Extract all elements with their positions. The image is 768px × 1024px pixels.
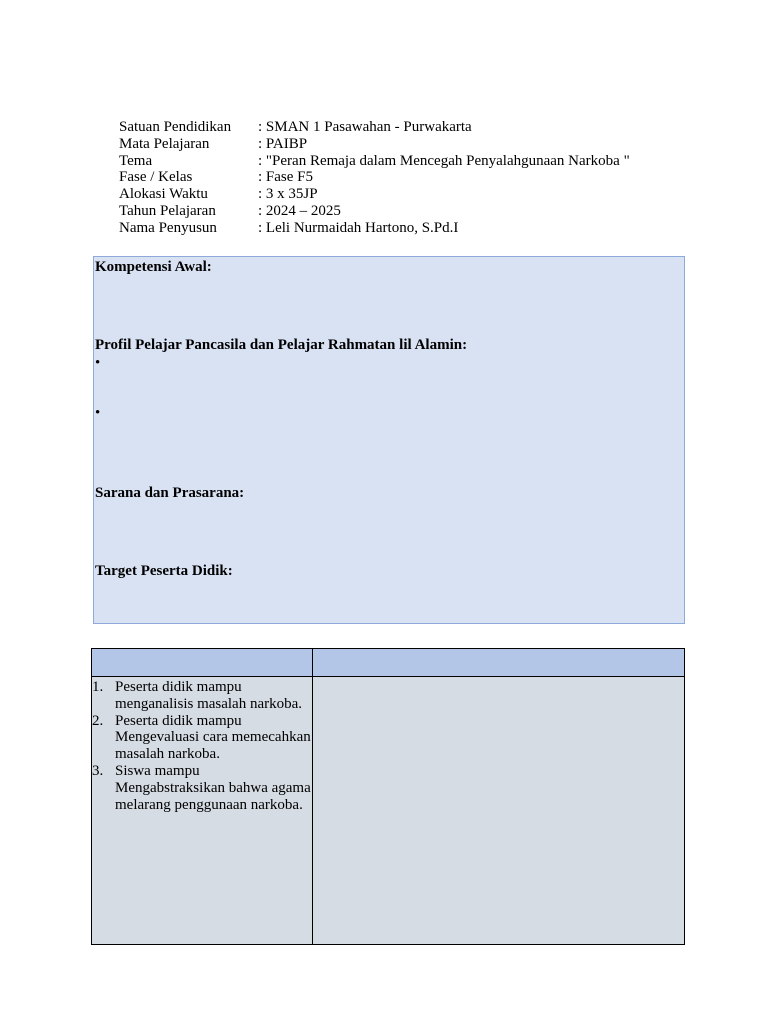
identity-row (119, 119, 630, 136)
identity-value: : Leli Nurmaidah Hartono, S.Pd.I (258, 219, 459, 236)
list-item-text: Peserta didik mampu Mengevaluasi cara memecahkan masalah narkoba. (115, 712, 311, 763)
identity-value: : Fase F5 (258, 169, 314, 186)
list-item-text: Peserta didik mampu menganalisis masalah narkoba. (115, 679, 303, 712)
column-divider (312, 649, 313, 944)
identity-value: : SMAN 1 Pasawahan - Purwakarta (258, 119, 472, 135)
bullet-point: • (95, 355, 101, 371)
identity-row (119, 136, 630, 153)
identity-row (119, 169, 630, 186)
identity-row (119, 203, 630, 220)
identity-value: : PAIBP (258, 135, 308, 152)
identity-label: Mata Pelajaran (119, 135, 210, 152)
identity-label: Tema (119, 152, 153, 169)
list-number: 2. (92, 712, 104, 729)
objectives-list (92, 679, 312, 813)
identity-block (119, 119, 630, 237)
list-item (92, 713, 312, 763)
kompetensi-awal-heading: Kompetensi Awal: (95, 259, 212, 275)
identity-label: Tahun Pelajaran (119, 202, 216, 219)
identity-label: Fase / Kelas (119, 169, 193, 186)
list-item-text: Siswa mampu Mengabstraksikan bahwa agama melarang penggunaan narkoba. (115, 762, 311, 813)
identity-value: : 2024 – 2025 (258, 202, 341, 219)
target-peserta-heading: Target Peserta Didik: (95, 563, 233, 579)
list-item (92, 763, 312, 813)
bullet-point: • (95, 405, 101, 421)
identity-value: : "Peran Remaja dalam Mencegah Penyalahgunaan Narkoba " (258, 152, 630, 169)
table-header-row (92, 649, 684, 677)
sarana-prasarana-heading: Sarana dan Prasarana: (95, 485, 245, 501)
competency-box (93, 256, 685, 624)
identity-label: Satuan Pendidikan (119, 119, 232, 135)
list-number: 3. (92, 762, 104, 779)
profil-pelajar-heading: Profil Pelajar Pancasila dan Pelajar Rahmatan lil Alamin: (95, 337, 468, 353)
list-item (92, 679, 312, 713)
identity-value: : 3 x 35JP (258, 186, 318, 203)
identity-row (119, 186, 630, 203)
identity-label: Nama Penyusun (119, 219, 217, 236)
learning-objectives-table (91, 648, 685, 945)
identity-row (119, 220, 630, 237)
list-number: 1. (92, 679, 104, 695)
identity-label: Alokasi Waktu (119, 186, 208, 203)
identity-row (119, 153, 630, 170)
